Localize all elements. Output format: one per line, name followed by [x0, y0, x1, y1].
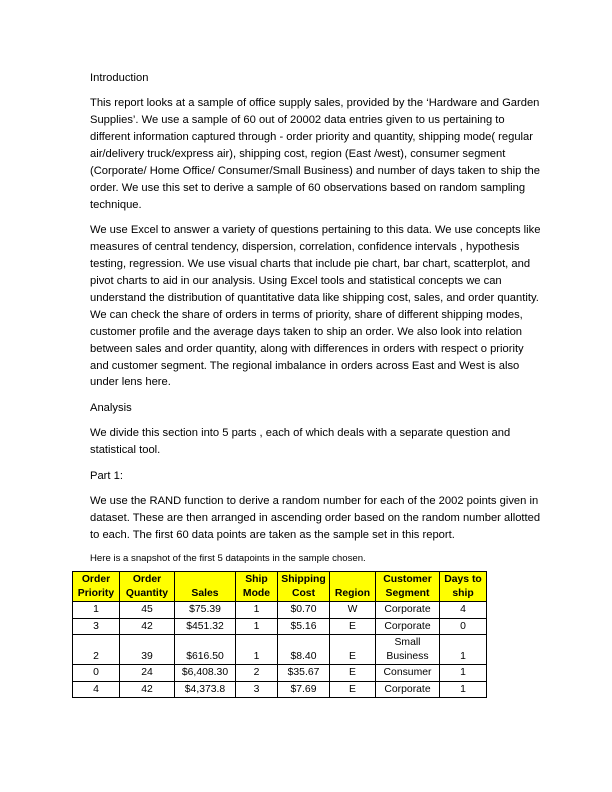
cell-region: W — [330, 602, 376, 619]
cell-ship-mode: 2 — [236, 665, 278, 682]
cell-sales: $4,373.8 — [175, 681, 236, 698]
cell-order-priority: 0 — [73, 665, 120, 682]
cell-days-to-ship: 1 — [440, 665, 487, 682]
cell-shipping-cost: $0.70 — [278, 602, 330, 619]
cell-customer-segment: Corporate — [376, 681, 440, 698]
document-page — [90, 70, 542, 570]
table-row — [73, 618, 487, 635]
intro-paragraph-1: This report looks at a sample of office supply sales, provided by the ‘Hardware and Garden Supplies’. We use a sample of 60 out of 20002 data entries given to us pertaining to different information captured through - order priority and quantity, shipping mode( regular air/delivery truck/express air), shipping cost, region (East /west), consumer segment (Corporate/ Home Office/ Consumer/Small Business) and number of days taken to ship the order. We use this set to derive a sample of 60 observations based on random sampling technique. — [90, 97, 540, 211]
cell-ship-mode: 1 — [236, 618, 278, 635]
cell-ship-mode: 1 — [236, 635, 278, 665]
cell-order-priority: 1 — [73, 602, 120, 619]
cell-order-priority: 4 — [73, 681, 120, 698]
cell-customer-segment: Corporate — [376, 602, 440, 619]
header-customer-segment: Customer Segment — [376, 572, 440, 602]
cell-ship-mode: 1 — [236, 602, 278, 619]
cell-order-priority: 3 — [73, 618, 120, 635]
header-days-to-ship: Days to ship — [440, 572, 487, 602]
cell-shipping-cost: $8.40 — [278, 635, 330, 665]
header-order-quantity: Order Quantity — [120, 572, 175, 602]
cell-region: E — [330, 618, 376, 635]
table-row — [73, 602, 487, 619]
cell-days-to-ship: 1 — [440, 635, 487, 665]
cell-region: E — [330, 665, 376, 682]
part1-paragraph: We use the RAND function to derive a random number for each of the 2002 points given in dataset. These are then arranged in ascending order based on the random number allotted to each. The first 60 data points are taken as the sample set in this report. — [90, 494, 541, 541]
cell-order-quantity: 39 — [120, 635, 175, 665]
intro-paragraph-2: We use Excel to answer a variety of questions pertaining to this data. We use concepts like measures of central tendency, dispersion, correlation, confidence intervals , hypothesis testing, regression. We use visual charts that include pie chart, bar chart, scatterplot, and pivot charts to aid in our analysis. Using Excel tools and statistical concepts we can understand the distribution of quantitative data like shipping cost, sales, and order quantity. We can check the share of orders in terms of priority, share of different shipping modes, customer profile and the average days taken to ship an order. We also look into relation between sales and order quantity, along with differences in orders with respect o priority and customer segment. The regional imbalance in orders across East and West is also under lens here. — [90, 224, 541, 389]
sample-data-table — [72, 571, 487, 698]
cell-shipping-cost: $35.67 — [278, 665, 330, 682]
cell-shipping-cost: $7.69 — [278, 681, 330, 698]
analysis-paragraph: We divide this section into 5 parts , each of which deals with a separate question and statistical tool. — [90, 427, 511, 457]
cell-sales: $616.50 — [175, 635, 236, 665]
cell-ship-mode: 3 — [236, 681, 278, 698]
cell-days-to-ship: 1 — [440, 681, 487, 698]
cell-days-to-ship: 0 — [440, 618, 487, 635]
cell-days-to-ship: 4 — [440, 602, 487, 619]
cell-region: E — [330, 635, 376, 665]
cell-sales: $451.32 — [175, 618, 236, 635]
table-caption: Here is a snapshot of the first 5 datapoints in the sample chosen. — [90, 553, 366, 565]
header-sales: Sales — [175, 572, 236, 602]
cell-sales: $75.39 — [175, 602, 236, 619]
cell-order-quantity: 24 — [120, 665, 175, 682]
table-row — [73, 681, 487, 698]
cell-customer-segment: Small Business — [376, 635, 440, 665]
analysis-heading: Analysis — [90, 401, 132, 414]
header-region: Region — [330, 572, 376, 602]
cell-customer-segment: Consumer — [376, 665, 440, 682]
cell-sales: $6,408.30 — [175, 665, 236, 682]
cell-order-quantity: 45 — [120, 602, 175, 619]
header-ship-mode: Ship Mode — [236, 572, 278, 602]
table-row — [73, 635, 487, 665]
intro-heading: Introduction — [90, 72, 149, 84]
cell-order-priority: 2 — [73, 635, 120, 665]
cell-customer-segment: Corporate — [376, 618, 440, 635]
cell-shipping-cost: $5.16 — [278, 618, 330, 635]
cell-order-quantity: 42 — [120, 681, 175, 698]
cell-region: E — [330, 681, 376, 698]
table-row — [73, 665, 487, 682]
cell-order-quantity: 42 — [120, 618, 175, 635]
header-shipping-cost: Shipping Cost — [278, 572, 330, 602]
table-header-row — [73, 572, 487, 602]
header-order-priority: Order Priority — [73, 572, 120, 602]
part1-heading: Part 1: — [90, 469, 123, 482]
